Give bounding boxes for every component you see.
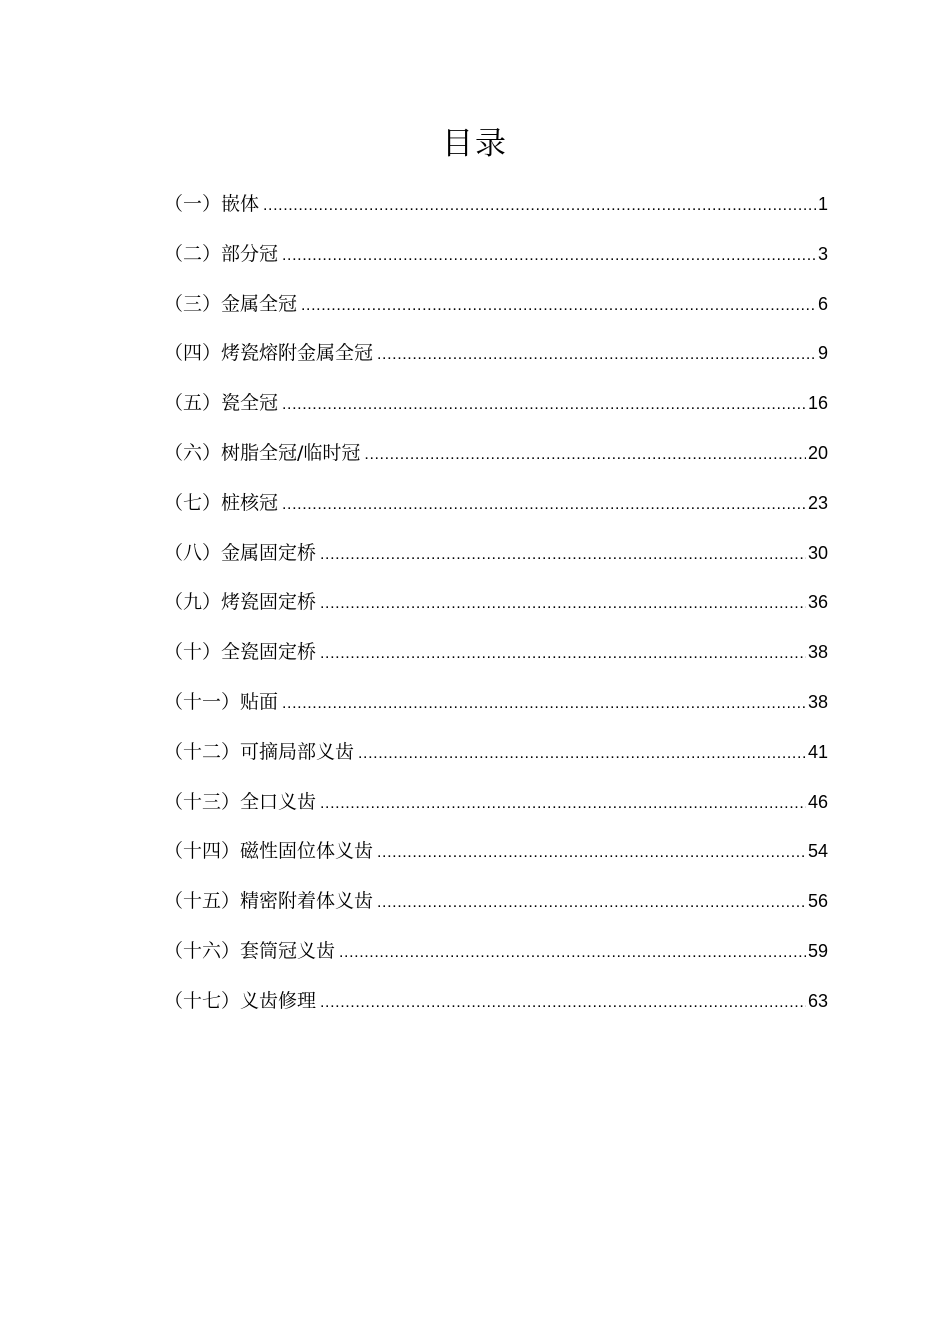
toc-entry-page: 63 bbox=[807, 990, 828, 1011]
toc-entry[interactable] bbox=[164, 438, 828, 488]
toc-entry-label: （六）树脂全冠/临时冠 bbox=[164, 441, 361, 464]
toc-entry-page: 23 bbox=[807, 492, 828, 513]
dot-leader bbox=[320, 540, 806, 570]
toc-entry-label: （一）嵌体 bbox=[164, 193, 260, 215]
toc-entry-label: （十二）可摘局部义齿 bbox=[164, 740, 355, 763]
toc-entry-page: 16 bbox=[807, 393, 828, 414]
dot-leader bbox=[282, 241, 816, 271]
dot-leader bbox=[320, 639, 806, 669]
toc-entry-page: 41 bbox=[807, 741, 828, 762]
toc-entry-label: （五）瓷全冠 bbox=[164, 392, 279, 415]
toc-entry-page: 46 bbox=[807, 791, 828, 812]
toc-entry[interactable] bbox=[164, 538, 828, 588]
toc-entry-label: （十五）精密附着体义齿 bbox=[164, 890, 374, 913]
toc-entry[interactable] bbox=[164, 687, 828, 737]
toc-entry-label: （十四）磁性固位体义齿 bbox=[164, 840, 374, 863]
toc-entry-label: （二）部分冠 bbox=[164, 242, 279, 265]
toc-entry[interactable] bbox=[164, 587, 828, 637]
toc-entry[interactable] bbox=[164, 836, 828, 886]
toc-entry-page: 6 bbox=[817, 293, 828, 314]
toc-entry[interactable] bbox=[164, 189, 828, 239]
dot-leader bbox=[301, 291, 816, 321]
toc-entry-page: 54 bbox=[807, 841, 828, 862]
toc-entry-page: 30 bbox=[807, 542, 828, 563]
dot-leader bbox=[320, 589, 806, 619]
toc-entry[interactable] bbox=[164, 936, 828, 986]
dot-leader bbox=[282, 390, 806, 420]
toc-entry-label: （九）烤瓷固定桥 bbox=[164, 591, 317, 614]
dot-leader bbox=[377, 340, 816, 370]
toc-entry[interactable] bbox=[164, 239, 828, 289]
page-title: 目录 bbox=[442, 126, 508, 162]
toc-entry[interactable] bbox=[164, 886, 828, 936]
toc-entry-page: 56 bbox=[807, 891, 828, 912]
dot-leader bbox=[320, 789, 806, 819]
toc-entry[interactable] bbox=[164, 388, 828, 438]
dot-leader bbox=[263, 191, 816, 221]
toc-entry-page: 38 bbox=[807, 691, 828, 712]
toc-entry[interactable] bbox=[164, 737, 828, 787]
toc-entry[interactable] bbox=[164, 289, 828, 339]
toc-entry-page: 38 bbox=[807, 642, 828, 663]
toc-entry-label: （四）烤瓷熔附金属全冠 bbox=[164, 342, 374, 365]
toc-entry-page: 36 bbox=[807, 592, 828, 613]
toc-entry-label: （十三）全口义齿 bbox=[164, 790, 317, 813]
toc-entry-page: 3 bbox=[817, 243, 828, 264]
toc-list bbox=[164, 189, 828, 1036]
toc-entry-page: 20 bbox=[807, 442, 828, 463]
toc-entry[interactable] bbox=[164, 986, 828, 1036]
toc-entry[interactable] bbox=[164, 637, 828, 687]
toc-entry-label: （十一）贴面 bbox=[164, 690, 279, 713]
toc-entry[interactable] bbox=[164, 488, 828, 538]
toc-entry-label: （三）金属全冠 bbox=[164, 292, 298, 315]
toc-entry-label: （十六）套筒冠义齿 bbox=[164, 939, 336, 962]
toc-entry-label: （十）全瓷固定桥 bbox=[164, 641, 317, 664]
toc-entry[interactable] bbox=[164, 338, 828, 388]
dot-leader bbox=[377, 838, 806, 868]
dot-leader bbox=[282, 490, 806, 520]
dot-leader bbox=[377, 888, 806, 918]
toc-entry-label: （八）金属固定桥 bbox=[164, 541, 317, 564]
toc-entry-page: 1 bbox=[817, 194, 828, 214]
toc-entry-page: 9 bbox=[817, 343, 828, 364]
toc-entry-label: （十七）义齿修理 bbox=[164, 989, 317, 1012]
dot-leader bbox=[320, 988, 806, 1018]
toc-entry-page: 59 bbox=[807, 940, 828, 961]
toc-entry-label: （七）桩核冠 bbox=[164, 491, 279, 514]
toc-entry[interactable] bbox=[164, 787, 828, 837]
dot-leader bbox=[364, 440, 806, 470]
dot-leader bbox=[339, 938, 806, 968]
dot-leader bbox=[358, 739, 806, 769]
dot-leader bbox=[282, 689, 806, 719]
